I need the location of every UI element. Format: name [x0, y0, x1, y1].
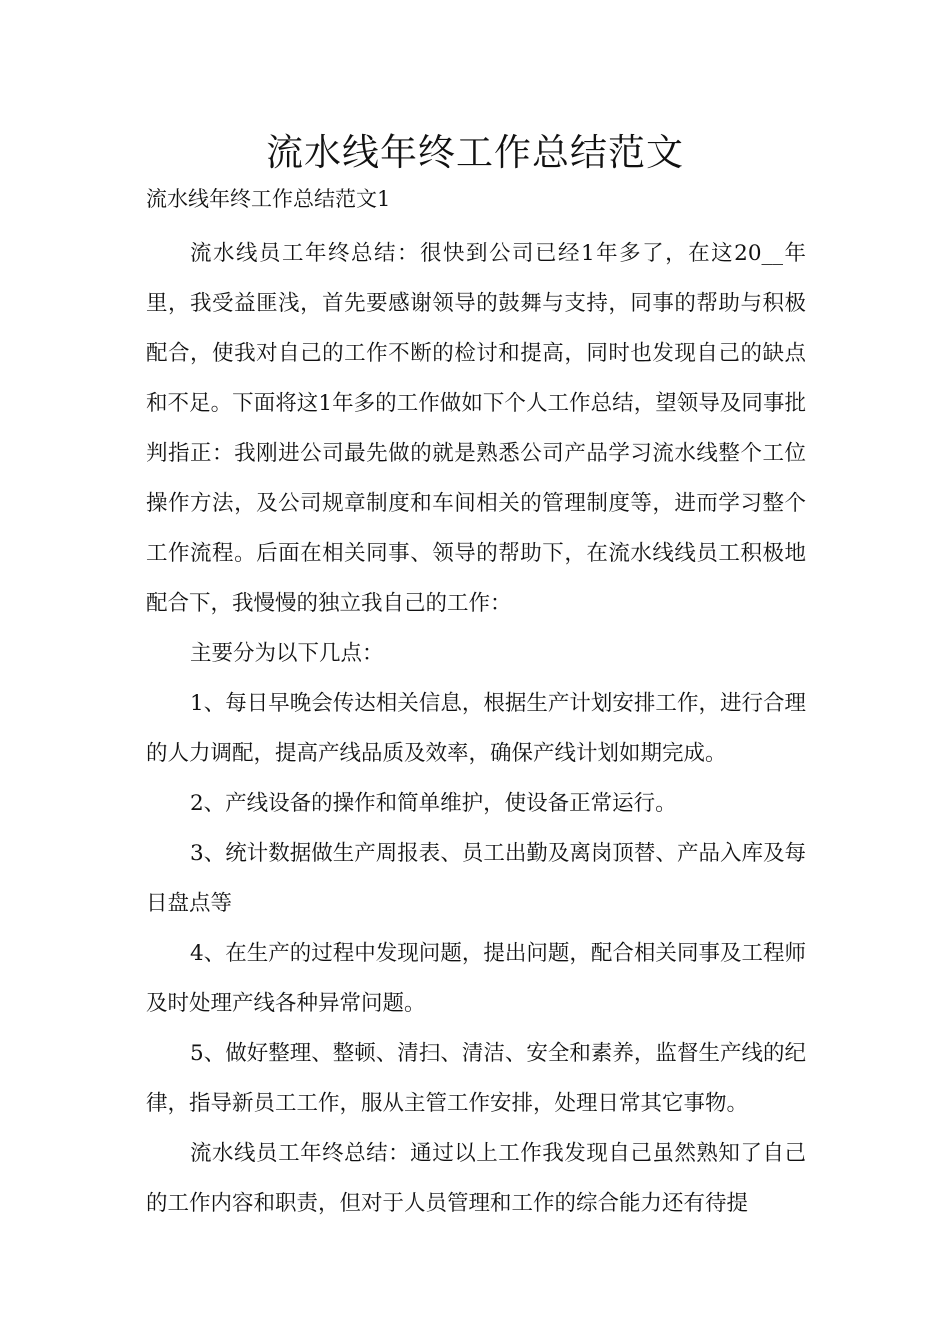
- document-subtitle: 流水线年终工作总结范文1: [146, 187, 391, 211]
- paragraph-points-heading: 主要分为以下几点：: [190, 641, 384, 666]
- document-title: 流水线年终工作总结范文: [266, 131, 684, 174]
- paragraph-point-4: 4、在生产的过程中发现问题，提出问题，配合相关同事及工程师及时处理产线各种异常问题。: [146, 941, 806, 1016]
- paragraph-point-2: 2、产线设备的操作和简单维护，使设备正常运行。: [190, 791, 677, 816]
- paragraph-point-1: 1、每日早晚会传达相关信息，根据生产计划安排工作，进行合理的人力调配，提高产线品质及效率，确保产线计划如期完成。: [146, 691, 806, 766]
- paragraph-point-5: 5、做好整理、整顿、清扫、清洁、安全和素养，监督生产线的纪律，指导新员工工作，服从主管工作安排，处理日常其它事物。: [146, 1041, 806, 1116]
- document-body: [146, 229, 806, 1229]
- paragraph-intro: 流水线员工年终总结：很快到公司已经1年多了，在这20__年里，我受益匪浅，首先要感谢领导的鼓舞与支持，同事的帮助与积极配合，使我对自己的工作不断的检讨和提高，同时也发现自己的缺点和不足。下面将这1年多的工作做如下个人工作总结，望领导及同事批判指正：我刚进公司最先做的就是熟悉公司产品学习流水线整个工位操作方法，及公司规章制度和车间相关的管理制度等，进而学习整个工作流程。后面在相关同事、领导的帮助下，在流水线线员工积极地配合下，我慢慢的独立我自己的工作：: [146, 241, 806, 616]
- paragraph-conclusion: 流水线员工年终总结：通过以上工作我发现自己虽然熟知了自己的工作内容和职责，但对于人员管理和工作的综合能力还有待提: [146, 1141, 806, 1216]
- paragraph-point-3: 3、统计数据做生产周报表、员工出勤及离岗顶替、产品入库及每日盘点等: [146, 841, 806, 916]
